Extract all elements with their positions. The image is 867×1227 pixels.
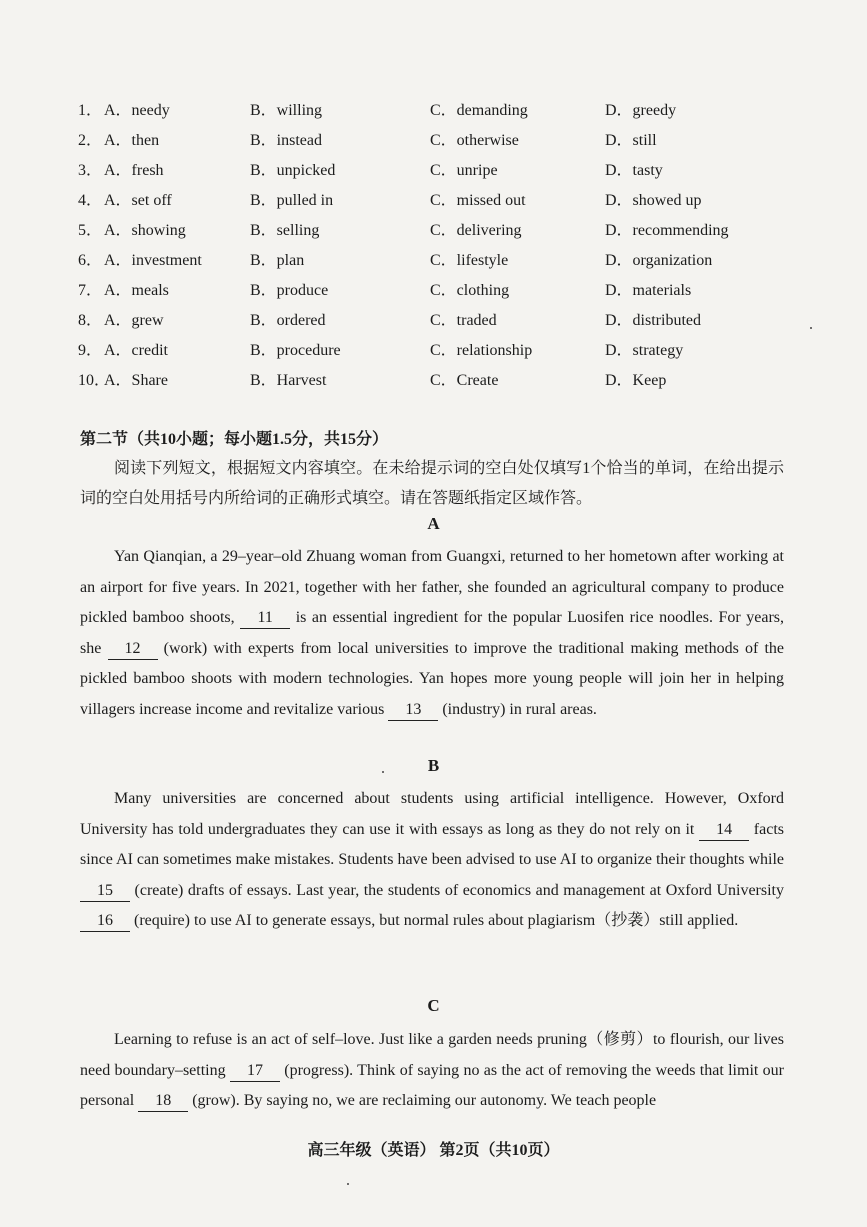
option-b: B．willing [250, 102, 323, 119]
option-b: B．instead [250, 132, 322, 149]
option-b: B．pulled in [250, 192, 334, 209]
option-b: B．unpicked [250, 162, 336, 179]
option-c: C．Create [430, 372, 499, 389]
option-d: D．distributed [605, 312, 701, 329]
passage-text: Learning to refuse is an act of self–love. Just like a garden needs pruning（修剪）to flourish, our lives need boundary–setting [80, 1031, 784, 1079]
options-table [78, 96, 798, 396]
option-c: C．lifestyle [430, 252, 509, 269]
option-d: D．showed up [605, 192, 702, 209]
option-row [78, 186, 798, 216]
passage-text: Yan Qianqian, a 29–year–old Zhuang woman from Guangxi, returned to her hometown after working at an airport for five years. In 2021, together with her father, she founded an agricultural company to produce pickled bamboo shoots, [80, 548, 784, 626]
option-d: D．organization [605, 252, 713, 269]
question-number: 1． [78, 102, 103, 119]
option-row [78, 276, 798, 306]
option-c: C．otherwise [430, 132, 519, 149]
passage-b-label: B [427, 756, 440, 775]
option-c: C．clothing [430, 282, 510, 299]
option-a: A．showing [104, 222, 186, 239]
question-number: 9． [78, 342, 103, 359]
option-a: A．then [104, 132, 160, 149]
question-number: 5． [78, 222, 103, 239]
option-d: D．still [605, 132, 657, 149]
option-a: A．grew [104, 312, 164, 329]
passage-text: facts since AI can sometimes make mistakes. Students have been advised to use AI to organize their thoughts while [80, 820, 785, 868]
blank-11: 11 [240, 608, 290, 629]
passage-text: (require) to use AI to generate essays, but normal rules about plagiarism（抄袭）still applied. [130, 912, 739, 929]
option-a: A．set off [104, 192, 172, 209]
passage-text: (grow). By saying no, we are reclaiming our autonomy. We teach people [188, 1092, 657, 1109]
option-b: B．selling [250, 222, 320, 239]
question-number: 7． [78, 282, 103, 299]
section-title: 第二节（共10小题；每小题1.5分，共15分） [80, 431, 389, 448]
option-a: A．investment [104, 252, 202, 269]
blank-13: 13 [388, 700, 438, 721]
option-b: B．plan [250, 252, 305, 269]
option-row [78, 366, 798, 396]
option-b: B．produce [250, 282, 329, 299]
option-c: C．unripe [430, 162, 498, 179]
passage-text: (work) with experts from local universities to improve the traditional making methods of the pickled bamboo shoots with modern technologies. Yan hopes more young people will join her in helping villagers increase income and revitalize various [80, 639, 785, 718]
option-c: C．relationship [430, 342, 533, 359]
passage-text: (industry) in rural areas. [438, 700, 597, 718]
page-footer: 高三年级（英语） 第2页（共10页） [307, 1142, 560, 1159]
passage-text: Many universities are concerned about students using artificial intelligence. However, Oxford University has told undergraduates they can use it with essays as long as they do not rely on it [80, 790, 784, 838]
option-a: A．Share [104, 372, 168, 389]
scan-speck [347, 1183, 349, 1185]
scan-speck [810, 327, 812, 329]
passage-a [80, 542, 784, 725]
option-a: A．credit [104, 342, 168, 359]
option-row [78, 336, 798, 366]
option-row [78, 156, 798, 186]
blank-17: 17 [230, 1061, 280, 1082]
passage-a-label: A [427, 514, 440, 533]
passage-c [80, 1025, 784, 1117]
option-b: B．procedure [250, 342, 341, 359]
option-a: A．needy [104, 102, 170, 119]
passage-text: is an essential ingredient for the popular Luosifen rice noodles. For years, she [80, 609, 785, 657]
question-number: 8． [78, 312, 103, 329]
option-row [78, 306, 798, 336]
option-a: A．fresh [104, 162, 164, 179]
passage-text: (progress). Think of saying no as the act of removing the weeds that limit our personal [80, 1061, 784, 1109]
option-c: C．demanding [430, 102, 528, 119]
question-number: 6． [78, 252, 103, 269]
option-c: C．missed out [430, 192, 526, 209]
option-d: D．recommending [605, 222, 729, 239]
option-b: B．ordered [250, 312, 326, 329]
scan-speck [382, 771, 384, 773]
option-row [78, 96, 798, 126]
option-c: C．delivering [430, 222, 522, 239]
question-number: 10． [78, 372, 111, 389]
blank-12: 12 [108, 639, 158, 660]
blank-15: 15 [80, 881, 130, 902]
section-instructions: 阅读下列短文，根据短文内容填空。在未给提示词的空白处仅填写1个恰当的单词，在给出提示词的空白处用括号内所给词的正确形式填空。请在答题纸指定区域作答。 [80, 460, 784, 507]
passage-text: (create) drafts of essays. Last year, the students of economics and management at Oxford University [130, 881, 784, 899]
option-d: D．strategy [605, 342, 684, 359]
option-row [78, 216, 798, 246]
question-number: 2． [78, 132, 103, 149]
option-d: D．Keep [605, 372, 667, 389]
option-d: D．materials [605, 282, 692, 299]
option-b: B．Harvest [250, 372, 327, 389]
option-a: A．meals [104, 282, 169, 299]
blank-18: 18 [138, 1091, 188, 1112]
option-d: D．tasty [605, 162, 663, 179]
passage-b [80, 784, 784, 937]
option-row [78, 246, 798, 276]
option-c: C．traded [430, 312, 497, 329]
question-number: 3． [78, 162, 103, 179]
option-row [78, 126, 798, 156]
blank-14: 14 [699, 820, 749, 841]
question-number: 4． [78, 192, 103, 209]
option-d: D．greedy [605, 102, 677, 119]
blank-16: 16 [80, 911, 130, 932]
passage-c-label: C [427, 996, 440, 1015]
